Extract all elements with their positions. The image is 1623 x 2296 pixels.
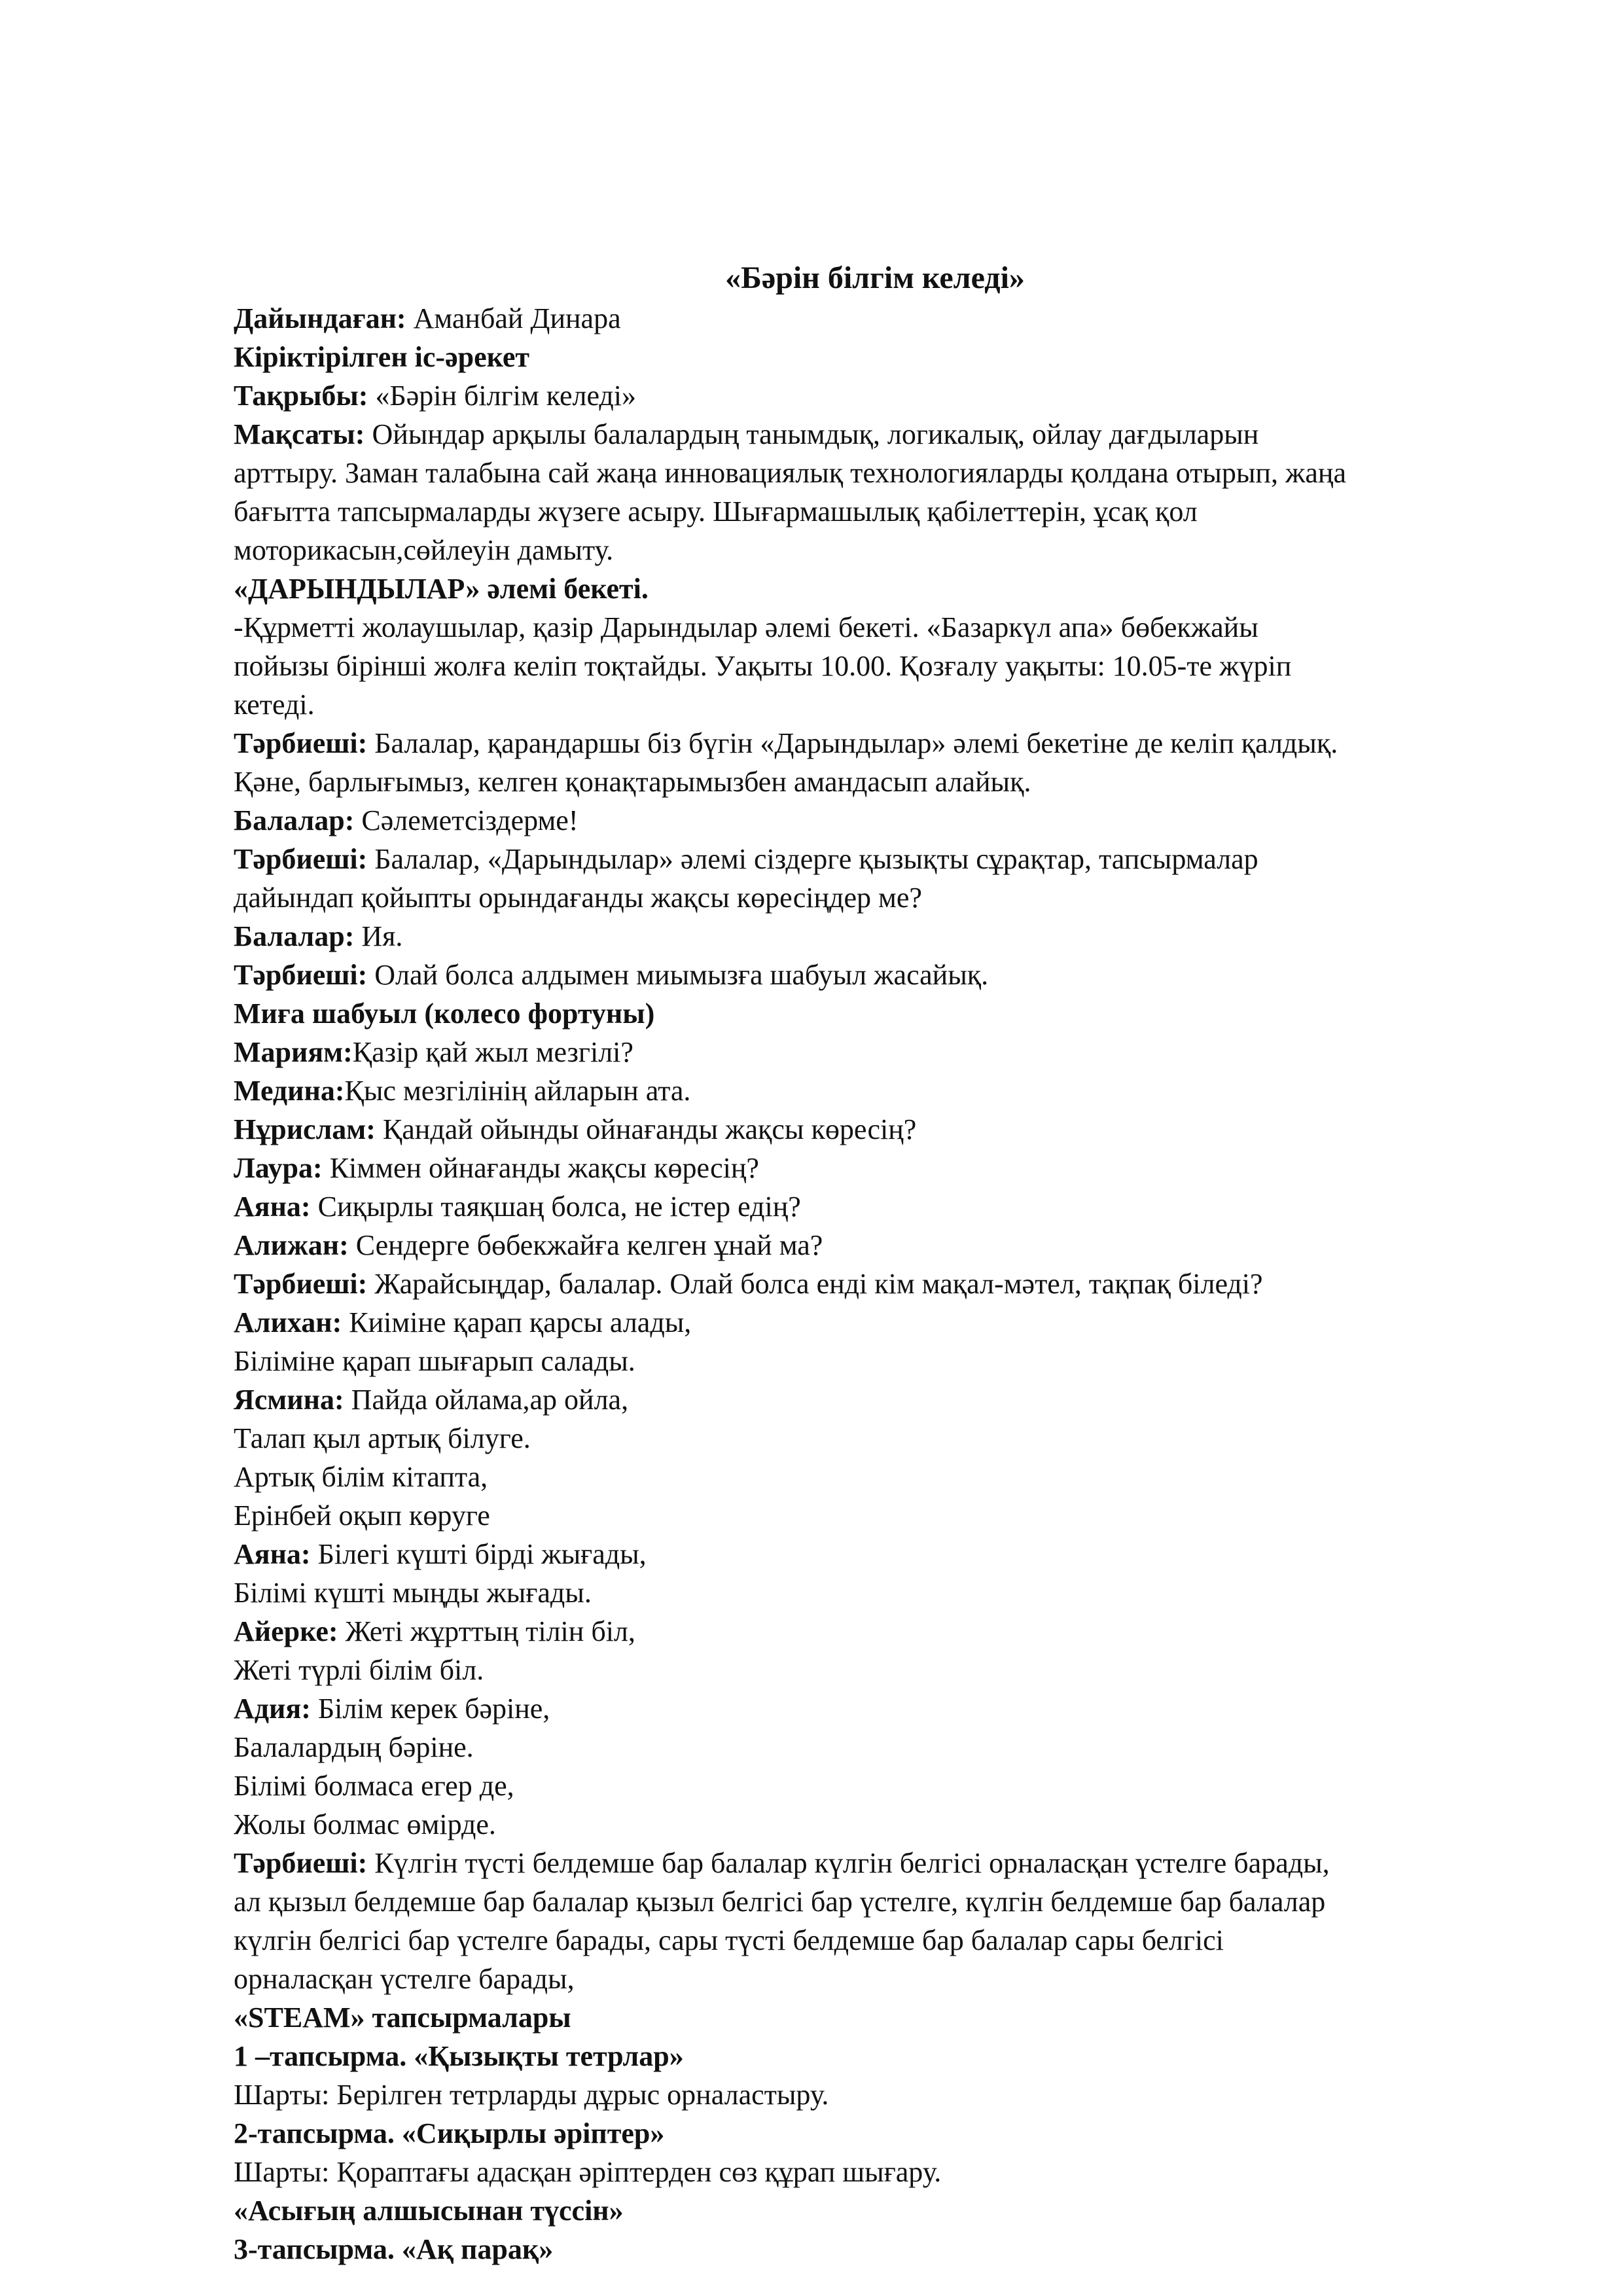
text-line [234,415,1516,454]
line-text: Киіміне қарап қарсы алады, [342,1306,692,1338]
line-text: Аманбай Динара [406,302,621,334]
line-text: Ия. [354,920,403,952]
line-text: дайындап қойыпты орындағанды жақсы көресіңдер ме? [234,882,922,914]
line-label: Тәрбиеші: [234,1268,368,1300]
line-text: Артық білім кітапта, [234,1461,488,1493]
text-line [234,2191,1516,2230]
line-label: Алижан: [234,1229,349,1261]
line-label: Тәрбиеші: [234,843,368,875]
text-line [234,492,1516,531]
text-line [234,762,1516,801]
line-label: Миға шабуыл (колесо фортуны) [234,997,655,1030]
line-text: Біліміне қарап шығарып салады. [234,1345,635,1377]
line-label: «ДАРЫНДЫЛАР» әлемі бекеті. [234,573,649,605]
document-lines [234,299,1516,2269]
text-line [234,956,1516,994]
text-line [234,299,1516,338]
line-label: «STEAM» тапсырмалары [234,2001,571,2034]
line-text: Қазір қай жыл мезгілі? [352,1036,633,1068]
line-text: Қыс мезгілінің айларын ата. [344,1075,691,1107]
text-line [234,2075,1516,2114]
line-text: Жарайсыңдар, балалар. Олай болса енді кім мақал-мәтел, тақпақ біледі? [367,1268,1263,1300]
line-text: Жолы болмас өмірде. [234,1808,496,1840]
line-label: Кіріктірілген іс-әрекет [234,341,530,373]
text-line [234,994,1516,1033]
line-text: бағытта тапсырмаларды жүзеге асыру. Шығармашылық қабілеттерін, ұсақ қол [234,495,1198,528]
text-line [234,1689,1516,1728]
text-line [234,2037,1516,2075]
text-line [234,2153,1516,2191]
line-text: пойызы бірінші жолға келіп тоқтайды. Уақыты 10.00. Қозғалу уақыты: 10.05-те жүріп [234,650,1292,682]
line-text: Білімі күшті мыңды жығады. [234,1577,592,1609]
line-label: Тақрыбы: [234,380,368,412]
text-line [234,1071,1516,1110]
text-line [234,569,1516,608]
line-label: Мақсаты: [234,418,365,450]
line-text: Балалар, қарандаршы біз бүгін «Дарындылар» әлемі бекетіне де келіп қалдық. [367,727,1338,759]
line-text: Білім керек бәріне, [310,1693,550,1725]
line-text: арттыру. Заман талабына сай жаңа инновациялық технологияларды қолдана отырып, жаңа [234,457,1346,489]
text-line [234,1960,1516,1998]
text-line [234,917,1516,956]
text-line [234,2230,1516,2269]
line-text: Ерінбей оқып көруге [234,1499,490,1532]
line-text: кетеді. [234,689,315,721]
text-line [234,1380,1516,1419]
line-label: Медина: [234,1075,345,1107]
line-label: Мариям: [234,1036,353,1068]
line-text: Балалар, «Дарындылар» әлемі сіздерге қызықты сұрақтар, тапсырмалар [367,843,1258,875]
line-text: Олай болса алдымен миымызға шабуыл жасайық. [367,959,989,991]
text-line [234,647,1516,685]
line-label: Балалар: [234,920,355,952]
line-label: Алихан: [234,1306,342,1338]
text-line [234,376,1516,415]
text-line [234,1535,1516,1573]
text-line [234,1110,1516,1149]
line-label: Балалар: [234,804,355,836]
text-line [234,1033,1516,1071]
line-label: Тәрбиеші: [234,959,368,991]
line-text: Сәлеметсіздерме! [354,804,579,836]
line-label: 1 –тапсырма. «Қызықты тетрлар» [234,2040,684,2072]
text-line [234,1265,1516,1303]
line-label: Нұрислам: [234,1113,376,1145]
line-label: 2-тапсырма. «Сиқырлы әріптер» [234,2117,665,2149]
line-text: Білегі күшті бірді жығады, [310,1538,647,1570]
text-line [234,1149,1516,1187]
line-label: Аяна: [234,1538,311,1570]
text-line [234,1419,1516,1458]
line-text: «Бәрін білгім келеді» [368,380,637,412]
line-text: Сиқырлы таяқшаң болса, не істер едің? [310,1191,801,1223]
text-line [234,1458,1516,1496]
text-line [234,801,1516,840]
line-text: Шарты: Қораптағы адасқан әріптерден сөз құрап шығару. [234,2156,942,2188]
text-line [234,531,1516,569]
text-line [234,1187,1516,1226]
line-label: 3-тапсырма. «Ақ парақ» [234,2233,554,2265]
text-line [234,608,1516,647]
line-text: орналасқан үстелге барады, [234,1963,575,1995]
document-body [234,257,1516,2269]
text-line [234,338,1516,376]
line-text: -Құрметті жолаушылар, қазір Дарындылар әлемі бекеті. «Базаркүл апа» бөбекжайы [234,611,1258,643]
text-line [234,1805,1516,1844]
line-text: Қандай ойынды ойнағанды жақсы көресің? [375,1113,917,1145]
line-text: күлгін белгісі бар үстелге барады, сары түсті белдемше бар балалар сары белгісі [234,1924,1224,1956]
line-text: Білімі болмаса егер де, [234,1770,514,1802]
text-line [234,1844,1516,1882]
line-text: Талап қыл артық білуге. [234,1422,531,1454]
line-text: Балалардың бәріне. [234,1731,474,1763]
line-label: Лаура: [234,1152,323,1184]
text-line [234,1998,1516,2037]
text-line [234,840,1516,878]
line-text: Қәне, барлығымыз, келген қонақтарымызбен амандасып алайық. [234,766,1031,798]
line-text: Жеті жұрттың тілін біл, [338,1615,635,1647]
text-line [234,1226,1516,1265]
text-line [234,2114,1516,2153]
line-label: Адия: [234,1693,311,1725]
document-title: «Бәрін білгім келеді» [725,260,1025,295]
line-label: Ясмина: [234,1384,344,1416]
line-label: Айерке: [234,1615,338,1647]
line-text: Күлгін түсті белдемше бар балалар күлгін белгісі орналасқан үстелге барады, [367,1847,1330,1879]
text-line [234,1496,1516,1535]
line-text: ал қызыл белдемше бар балалар қызыл белгісі бар үстелге, күлгін белдемше бар балалар [234,1886,1326,1918]
text-line [234,1728,1516,1767]
line-text: Пайда ойлама,ар ойла, [344,1384,629,1416]
line-text: Сендерге бөбекжайға келген ұнай ма? [348,1229,823,1261]
text-line [234,1573,1516,1612]
line-text: Шарты: Берілген тетрларды дұрыс орналастыру. [234,2079,829,2111]
line-label: «Асығың алшысынан түссін» [234,2195,624,2227]
text-line [234,1342,1516,1380]
text-line [234,1612,1516,1651]
text-line [234,1882,1516,1921]
line-label: Дайындаған: [234,302,406,334]
line-text: Кіммен ойнағанды жақсы көресің? [322,1152,759,1184]
line-text: Ойындар арқылы балалардың танымдық, логикалық, ойлау дағдыларын [365,418,1259,450]
text-line [234,878,1516,917]
text-line [234,724,1516,762]
line-text: Жеті түрлі білім біл. [234,1654,484,1686]
text-line [234,454,1516,492]
line-label: Аяна: [234,1191,311,1223]
line-text: моторикасын,сөйлеуін дамыту. [234,534,614,566]
text-line [234,1921,1516,1960]
line-label: Тәрбиеші: [234,1847,368,1879]
text-line [234,685,1516,724]
text-line [234,1303,1516,1342]
text-line [234,1767,1516,1805]
line-label: Тәрбиеші: [234,727,368,759]
text-line [234,1651,1516,1689]
